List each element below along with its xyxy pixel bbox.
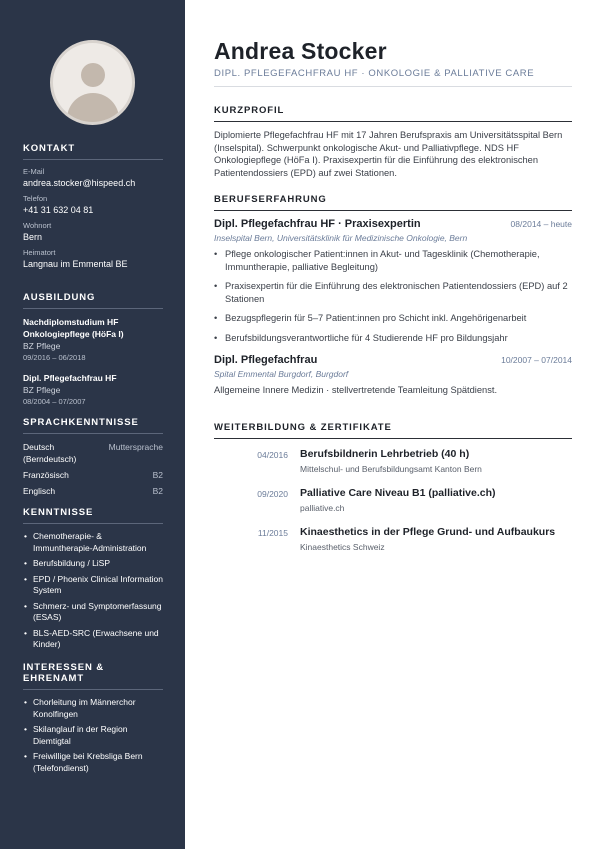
experience-heading: BERUFSERFAHRUNG xyxy=(214,194,572,211)
certificate-title: Berufsbildnerin Lehrbetrieb (40 h) xyxy=(300,448,470,460)
certificate-date: 11/2015 xyxy=(257,528,288,538)
skill-item: • BLS-AED-SRC (Erwachsene und Kinder) xyxy=(23,628,163,651)
education-dates: 08/2004 – 07/2007 xyxy=(23,397,86,406)
interest-item: • Freiwillige bei Krebsliga Bern (Telefondienst) xyxy=(23,751,163,774)
language-row xyxy=(23,485,163,497)
education-title: Dipl. Pflegefachfrau HF xyxy=(23,373,117,383)
phone-label: Telefon xyxy=(23,194,48,203)
education-institution: BZ Pflege xyxy=(23,385,61,395)
skill-item: • Berufsbildung / LiSP xyxy=(23,558,163,570)
job-dates: 08/2014 – heute xyxy=(510,219,572,229)
education-section xyxy=(23,292,163,416)
profile-text: Diplomierte Pflegefachfrau HF mit 17 Jahren Berufspraxis am Universitätsspital Bern (Inselspital). Schwerpunkt onkologische Akut- und Palliativpflege. NDS HF Onkologiepflege (HöFa I). Praxisexpertin für die Einführung des elektronischen Patientendossiers (EPD) auf zwei Stationen. xyxy=(214,130,563,178)
job-header xyxy=(214,354,572,366)
certificates-section xyxy=(214,422,572,565)
language-level: B2 xyxy=(152,470,163,480)
languages-section xyxy=(23,417,163,501)
job-bullet: • Pflege onkologischer Patient:innen in Akut- und Tagesklinik (Chemotherapie, Immuntherapie, palliative Begleitung) xyxy=(214,248,572,273)
hometown-value: Langnau im Emmental BE xyxy=(23,259,128,269)
languages-heading: SPRACHKENNTNISSE xyxy=(23,417,163,434)
certificate-item xyxy=(214,487,572,514)
profile-heading: KURZPROFIL xyxy=(214,105,572,122)
avatar-body-shape xyxy=(67,93,119,125)
language-name: Englisch xyxy=(23,486,56,496)
profile-section xyxy=(214,105,572,179)
interests-heading: INTERESSEN & EHRENAMT xyxy=(23,662,163,690)
job-bullet: • Praxisexpertin für die Einführung des elektronischen Patientendossiers (EPD) auf 2 Stationen xyxy=(214,280,572,305)
education-title: Nachdiplomstudium HF Onkologiepflege (HöFa I) xyxy=(23,317,124,339)
page-title: Andrea Stocker xyxy=(214,38,387,64)
certificate-institution: Kinaesthetics Schweiz xyxy=(300,542,385,552)
language-level: Muttersprache xyxy=(108,442,163,452)
phone-value[interactable]: +41 31 632 04 81 xyxy=(23,205,94,215)
residence-value: Bern xyxy=(23,232,43,242)
skills-heading: KENNTNISSE xyxy=(23,507,163,524)
contact-heading: KONTAKT xyxy=(23,143,163,160)
interest-item: • Chorleitung im Männerchor Konolfingen xyxy=(23,697,163,720)
certificates-heading: WEITERBILDUNG & ZERTIFIKATE xyxy=(214,422,572,439)
certificate-item xyxy=(214,448,572,475)
certificate-date: 04/2016 xyxy=(257,450,288,460)
interests-section xyxy=(23,662,163,778)
certificate-institution: Mittelschul- und Berufsbildungsamt Kanton Bern xyxy=(300,464,482,474)
residence-label: Wohnort xyxy=(23,221,52,230)
skill-item: • EPD / Phoenix Clinical Information System xyxy=(23,574,163,597)
certificate-date: 09/2020 xyxy=(257,489,288,499)
education-institution: BZ Pflege xyxy=(23,341,61,351)
email-value[interactable]: andrea.stocker@hispeed.ch xyxy=(23,178,136,188)
skill-item: • Schmerz- und Symptomerfassung (ESAS) xyxy=(23,601,163,624)
skills-list xyxy=(23,531,163,651)
skill-item: • Chemotherapie- & Immuntherapie-Administration xyxy=(23,531,163,554)
education-dates: 09/2016 – 06/2018 xyxy=(23,353,86,362)
certificate-institution: palliative.ch xyxy=(300,503,345,513)
language-name: Deutsch (Berndeutsch) xyxy=(23,442,77,464)
job-bullets xyxy=(214,248,572,344)
job-title: Dipl. Pflegefachfrau xyxy=(214,354,318,366)
job-bullet: • Berufsbildungsverantwortliche für 4 Studierende HF pro Bildungsjahr xyxy=(214,332,572,345)
language-name: Französisch xyxy=(23,470,69,480)
job-organization: Spital Emmental Burgdorf, Burgdorf xyxy=(214,369,349,379)
hometown-label: Heimatort xyxy=(23,248,56,257)
sidebar xyxy=(0,0,185,849)
skills-section xyxy=(23,507,163,655)
certificate-item xyxy=(214,526,572,553)
header-divider xyxy=(214,86,572,87)
avatar xyxy=(50,40,135,125)
job-organization: Inselspital Bern, Universitätsklinik für Medizinische Onkologie, Bern xyxy=(214,233,468,243)
job-dates: 10/2007 – 07/2014 xyxy=(501,355,572,365)
language-level: B2 xyxy=(152,486,163,496)
interests-list xyxy=(23,697,163,774)
email-label: E-Mail xyxy=(23,167,45,176)
interest-item: • Skilanglauf in der Region Diemtigtal xyxy=(23,724,163,747)
education-heading: AUSBILDUNG xyxy=(23,292,163,309)
job-title: Dipl. Pflegefachfrau HF · Praxisexpertin xyxy=(214,218,421,230)
language-row xyxy=(23,469,163,481)
language-row xyxy=(23,441,163,465)
experience-section xyxy=(214,194,572,397)
contact-section xyxy=(23,143,163,275)
avatar-head-shape xyxy=(81,63,105,87)
certificate-title: Kinaesthetics in der Pflege Grund- und Aufbaukurs xyxy=(300,526,556,538)
job-description: Allgemeine Innere Medizin · stellvertretende Teamleitung Spätdienst. xyxy=(214,385,498,395)
job-bullet: • Bezugspflegerin für 5–7 Patient:innen pro Schicht inkl. Angehörigenarbeit xyxy=(214,312,572,325)
certificate-title: Palliative Care Niveau B1 (palliative.ch) xyxy=(300,487,496,499)
job-header xyxy=(214,218,572,230)
job-subtitle: DIPL. PFLEGEFACHFRAU HF · ONKOLOGIE & PALLIATIVE CARE xyxy=(214,68,535,79)
